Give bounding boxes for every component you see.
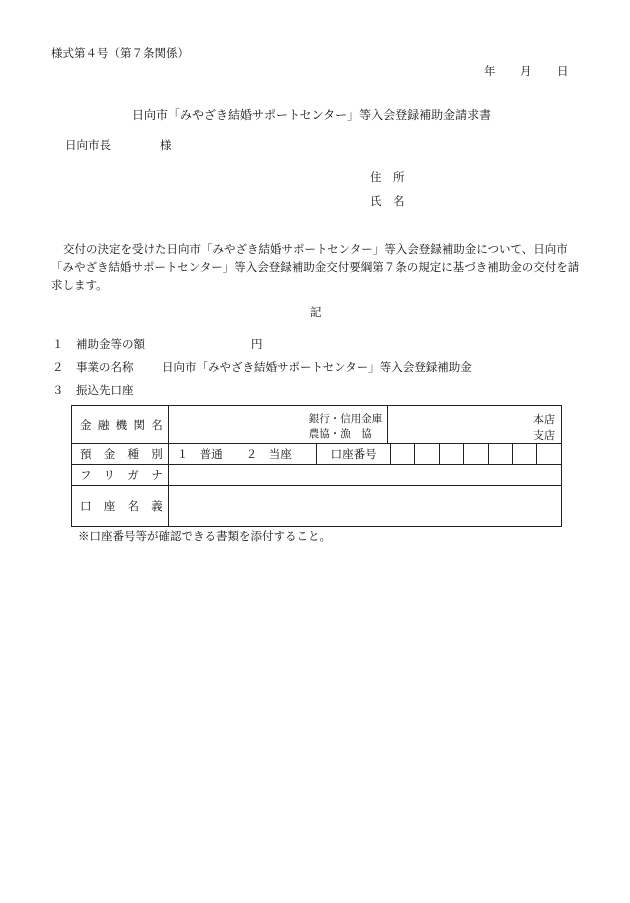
account-number-digit[interactable]: [415, 444, 439, 465]
ki-heading: 記: [310, 305, 322, 319]
account-number-digit[interactable]: [439, 444, 463, 465]
request-body-text: 交付の決定を受けた日向市「みやざき結婚サポートセンター」等入会登録補助金について、日向市「みやざき結婚サポートセンター」等入会登録補助金交付要綱第７条の規定に基づき補助金の交付を請求します。: [51, 242, 580, 292]
account-holder-label: 口座名義: [72, 486, 169, 527]
date-day-label: 日: [557, 64, 569, 78]
account-number-digit[interactable]: [464, 444, 488, 465]
addressee-name: 日向市長: [65, 138, 111, 152]
item-3-label: 振込先口座: [76, 383, 134, 397]
name-label: 氏 名: [370, 194, 405, 208]
account-number-label: 口座番号: [317, 444, 390, 465]
furigana-row: [72, 465, 562, 486]
document-title: 日向市「みやざき結婚サポートセンター」等入会登録補助金請求書: [132, 108, 492, 122]
branch-type-branch: 支店: [533, 429, 555, 442]
account-holder-field[interactable]: [168, 486, 561, 527]
addressee-honorific: 様: [160, 138, 172, 152]
institution-field[interactable]: [168, 406, 561, 444]
furigana-field[interactable]: [168, 465, 561, 486]
deposit-type-options[interactable]: １ 普通 ２ 当座: [168, 444, 317, 465]
item-3-number: ３: [52, 383, 64, 397]
item-2-label: 事業の名称: [76, 360, 134, 374]
account-number-digit[interactable]: [390, 444, 414, 465]
item-1-value: 円: [251, 337, 263, 351]
form-number: 様式第４号（第７条関係）: [51, 46, 189, 60]
item-1-label: 補助金等の額: [76, 337, 145, 351]
furigana-label: フリガナ: [72, 465, 169, 486]
institution-divider: [387, 406, 388, 443]
account-holder-row: [72, 486, 562, 527]
item-2-value: 日向市「みやざき結婚サポートセンター」等入会登録補助金: [162, 360, 472, 374]
deposit-type-row: [72, 444, 562, 465]
item-1-number: １: [52, 337, 64, 351]
attachment-note: ※口座番号等が確認できる書類を添付すること。: [78, 529, 331, 543]
account-number-digit[interactable]: [488, 444, 512, 465]
institution-type-coop: 農協・漁 協: [308, 428, 372, 440]
institution-type-bank: 銀行・信用金庫: [308, 413, 383, 425]
institution-row: [72, 406, 562, 444]
date-year-label: 年: [484, 64, 496, 78]
institution-label: 金融機関名: [72, 406, 169, 444]
item-2-number: ２: [52, 360, 64, 374]
account-number-digit[interactable]: [537, 444, 562, 465]
branch-type-main: 本店: [533, 413, 555, 426]
deposit-type-label: 預金種別: [72, 444, 169, 465]
bank-account-table: [71, 405, 562, 527]
date-month-label: 月: [520, 64, 532, 78]
account-number-digit[interactable]: [513, 444, 537, 465]
address-label: 住 所: [370, 170, 405, 184]
